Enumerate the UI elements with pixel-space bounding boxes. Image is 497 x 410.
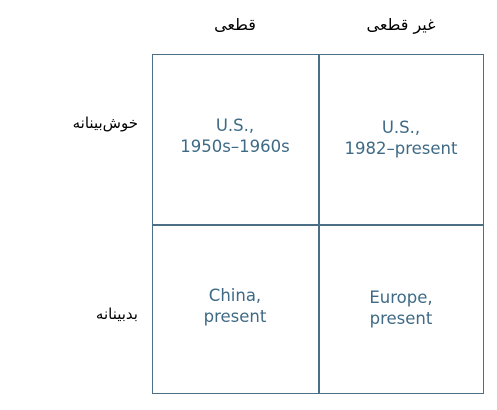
matrix-grid bbox=[152, 54, 484, 394]
cell-line: Europe, bbox=[369, 288, 433, 307]
cell-line: China, bbox=[208, 286, 262, 305]
column-header-uncertain: غیر قطعی bbox=[366, 15, 436, 34]
cell-optimistic-certain bbox=[155, 115, 315, 157]
cell-line: present bbox=[203, 307, 267, 326]
cell-optimistic-uncertain bbox=[321, 117, 481, 159]
cell-pessimistic-uncertain bbox=[321, 287, 481, 329]
row-header-optimistic: خوش‌بینانه bbox=[72, 114, 138, 132]
horizontal-divider bbox=[153, 224, 483, 226]
cell-line: 1982–present bbox=[344, 139, 458, 158]
cell-line: U.S., bbox=[215, 116, 255, 135]
column-header-certain: قطعی bbox=[214, 15, 256, 34]
row-header-pessimistic: بدبینانه bbox=[95, 305, 138, 323]
cell-line: present bbox=[369, 309, 433, 328]
cell-line: 1950s–1960s bbox=[180, 137, 290, 156]
cell-pessimistic-certain bbox=[155, 285, 315, 327]
cell-line: U.S., bbox=[381, 118, 421, 137]
